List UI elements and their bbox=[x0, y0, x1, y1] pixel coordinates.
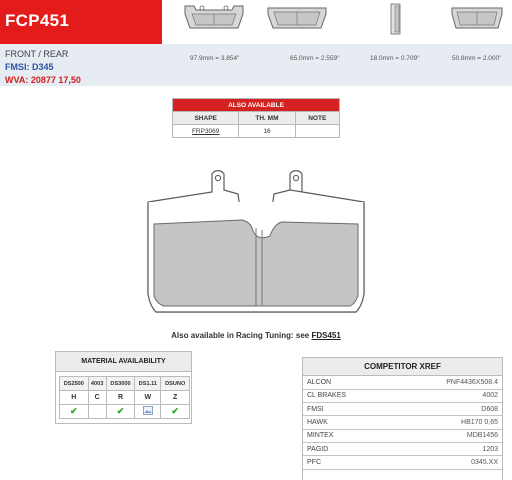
shape-cell bbox=[173, 125, 239, 138]
dimension-depth: 50.8mm = 2.000" bbox=[452, 55, 502, 62]
pad-top-view-icon[interactable] bbox=[449, 2, 505, 34]
material-code: DS2500 bbox=[60, 377, 89, 391]
xref-code: PNF4436X508.4 bbox=[391, 376, 502, 389]
check-icon: ✔ bbox=[116, 406, 125, 416]
part-code-title: FCP451 bbox=[5, 11, 70, 30]
xref-brand: ALCON bbox=[303, 376, 391, 389]
shape-link[interactable]: FRP3069 bbox=[191, 127, 220, 135]
dimension-thickness: 18.0mm = 0.709" bbox=[370, 55, 420, 62]
material-letter: Z bbox=[161, 391, 190, 405]
availability-cell bbox=[106, 405, 135, 419]
dimension-height: 65.0mm = 2.559" bbox=[290, 55, 340, 62]
racing-tuning-note bbox=[0, 331, 512, 340]
material-code: DS1.11 bbox=[135, 377, 161, 391]
racing-note-text: Also available in Racing Tuning: see bbox=[171, 331, 310, 340]
availability-cell bbox=[161, 405, 190, 419]
material-letter: H bbox=[60, 391, 89, 405]
material-availability-table bbox=[59, 376, 190, 419]
availability-cell bbox=[60, 405, 89, 419]
column-header-note: NOTE bbox=[295, 112, 339, 125]
table-row bbox=[303, 429, 502, 442]
xref-brand: CL BRAKES bbox=[303, 389, 391, 402]
also-available-title: ALSO AVAILABLE bbox=[173, 99, 340, 112]
xref-code: MDB1456 bbox=[391, 429, 502, 442]
pad-side-view-icon[interactable] bbox=[388, 2, 404, 38]
xref-brand: PAGID bbox=[303, 442, 391, 455]
table-row bbox=[303, 376, 502, 389]
pad-back-view-icon[interactable] bbox=[265, 2, 329, 34]
xref-code: HB170 0,65 bbox=[391, 416, 502, 429]
xref-brand: MINTEX bbox=[303, 429, 391, 442]
availability-cell bbox=[135, 405, 161, 419]
racing-tuning-link[interactable]: FDS451 bbox=[311, 331, 341, 340]
thumbnail-strip bbox=[162, 0, 512, 44]
availability-cell bbox=[88, 405, 106, 419]
material-letter: C bbox=[88, 391, 106, 405]
column-header-shape: SHAPE bbox=[173, 112, 239, 125]
material-code: DSUNO bbox=[161, 377, 190, 391]
fitment-info bbox=[5, 48, 81, 87]
check-icon: ✔ bbox=[171, 406, 179, 416]
competitor-xref-title: COMPETITOR XREF bbox=[303, 358, 502, 376]
xref-brand: HAWK bbox=[303, 416, 391, 429]
note-cell bbox=[295, 125, 339, 138]
xref-code: 0345.XX bbox=[391, 456, 502, 469]
material-availability-panel bbox=[55, 351, 192, 424]
fitment-band bbox=[0, 44, 512, 86]
fmsi-value: D345 bbox=[32, 62, 54, 72]
thickness-cell: 16 bbox=[239, 125, 295, 138]
table-row bbox=[303, 403, 502, 416]
wva-line bbox=[5, 74, 81, 87]
table-row bbox=[303, 456, 502, 469]
xref-brand: FMSI bbox=[303, 403, 391, 416]
position-label: FRONT / REAR bbox=[5, 49, 69, 59]
header-banner bbox=[0, 0, 162, 44]
material-code: 4003 bbox=[88, 377, 106, 391]
pad-front-view-icon[interactable] bbox=[182, 2, 246, 34]
xref-code: D608 bbox=[391, 403, 502, 416]
column-header-thickness: TH. MM bbox=[239, 112, 295, 125]
table-row bbox=[303, 389, 502, 402]
dimension-length: 97.9mm = 3.854" bbox=[190, 55, 240, 62]
wva-label: WVA: bbox=[5, 75, 29, 85]
table-row bbox=[173, 125, 340, 138]
material-letter: R bbox=[106, 391, 135, 405]
check-icon: ✔ bbox=[70, 406, 78, 416]
material-code: DS3000 bbox=[106, 377, 135, 391]
fmsi-line bbox=[5, 61, 81, 74]
table-row bbox=[303, 416, 502, 429]
wva-value: 20877 17,50 bbox=[30, 75, 81, 85]
also-available-table bbox=[172, 98, 340, 138]
material-availability-title: MATERIAL AVAILABILITY bbox=[56, 352, 191, 372]
competitor-xref-panel bbox=[302, 357, 503, 480]
table-row bbox=[303, 442, 502, 455]
fmsi-label: FMSI: bbox=[5, 62, 30, 72]
xref-code: 4002 bbox=[391, 389, 502, 402]
material-letter: W bbox=[135, 391, 161, 405]
xref-brand: PFC bbox=[303, 456, 391, 469]
competitor-xref-table bbox=[303, 376, 502, 470]
brake-pad-drawing bbox=[142, 166, 370, 318]
image-placeholder-icon bbox=[143, 406, 153, 415]
xref-code: 1203 bbox=[391, 442, 502, 455]
